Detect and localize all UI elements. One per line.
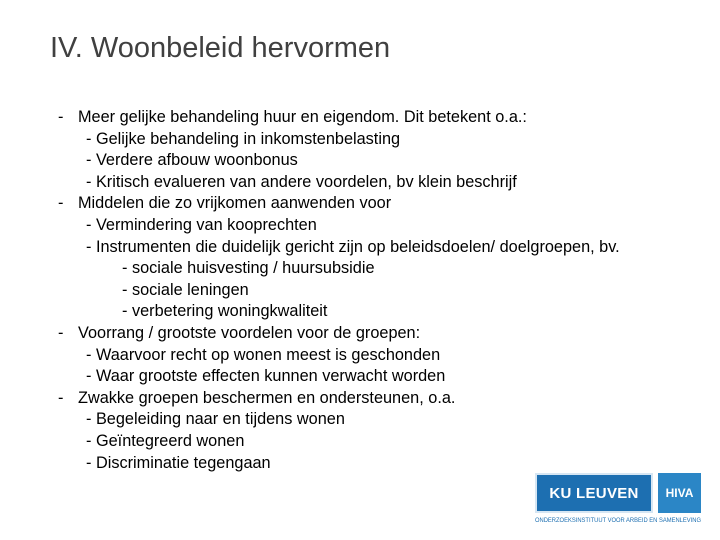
list-item — [0, 237, 720, 259]
list-item-text: Zwakke groepen beschermen en ondersteunen, o.a. — [78, 388, 456, 407]
list-item — [0, 323, 720, 345]
bullet-dash: - — [58, 108, 64, 126]
list-item — [0, 301, 720, 323]
list-item-text: - Discriminatie tegengaan — [86, 453, 271, 472]
list-item-text: - sociale huisvesting / huursubsidie — [122, 259, 375, 278]
list-item-text: - Verdere afbouw woonbonus — [86, 151, 298, 170]
list-item-text: - Gelijke behandeling in inkomstenbelasting — [86, 129, 401, 148]
bullet-dash: - — [58, 323, 64, 342]
hiva-wordmark: HIVA — [665, 486, 694, 500]
list-item-text: - Geïntegreerd wonen — [86, 431, 245, 450]
list-item-text: - Vermindering van kooprechten — [86, 215, 317, 234]
list-item — [0, 150, 720, 172]
list-item — [0, 388, 720, 410]
list-item — [0, 345, 720, 367]
list-item — [0, 215, 720, 237]
list-item-text: - Waar grootste effecten kunnen verwacht worden — [86, 367, 446, 386]
list-item — [0, 453, 720, 475]
ku-leuven-logo — [535, 473, 653, 513]
bullet-dash: - — [58, 194, 64, 213]
hiva-logo — [658, 473, 701, 513]
list-item — [0, 172, 720, 194]
list-item-text: - Kritisch evalueren van andere voordelen, bv klein beschrijf — [86, 172, 517, 191]
list-item-text: - Begeleiding naar en tijdens wonen — [86, 410, 345, 429]
list-item-text: - Instrumenten die duidelijk gericht zijn op beleidsdoelen/ doelgroepen, bv. — [86, 237, 620, 256]
logo-caption — [535, 515, 701, 524]
ku-leuven-wordmark: KU LEUVEN — [549, 484, 639, 502]
list-item — [0, 129, 720, 151]
list-item — [0, 431, 720, 453]
list-item — [0, 280, 720, 302]
logo-caption-text: ONDERZOEKSINSTITUUT VOOR ARBEID EN SAMENLEVING — [535, 517, 701, 524]
list-item — [0, 193, 720, 215]
list-item-text: - Waarvoor recht op wonen meest is geschonden — [86, 345, 441, 364]
list-item — [0, 258, 720, 280]
list-item-text: - verbetering woningkwaliteit — [122, 302, 328, 321]
list-item — [0, 107, 720, 129]
ku-leuven-hiva-logo — [533, 473, 701, 525]
slide-title: IV. Woonbeleid hervormen — [50, 32, 391, 64]
list-item — [0, 366, 720, 388]
list-item-text: - sociale leningen — [122, 280, 249, 299]
list-item-text: Meer gelijke behandeling huur en eigendom. Dit betekent o.a.: — [78, 108, 527, 126]
bullet-dash: - — [58, 388, 64, 407]
list-item-text: Voorrang / grootste voordelen voor de groepen: — [78, 323, 421, 342]
list-item-text: Middelen die zo vrijkomen aanwenden voor — [78, 194, 392, 213]
list-item — [0, 409, 720, 431]
bullet-list — [0, 107, 720, 474]
